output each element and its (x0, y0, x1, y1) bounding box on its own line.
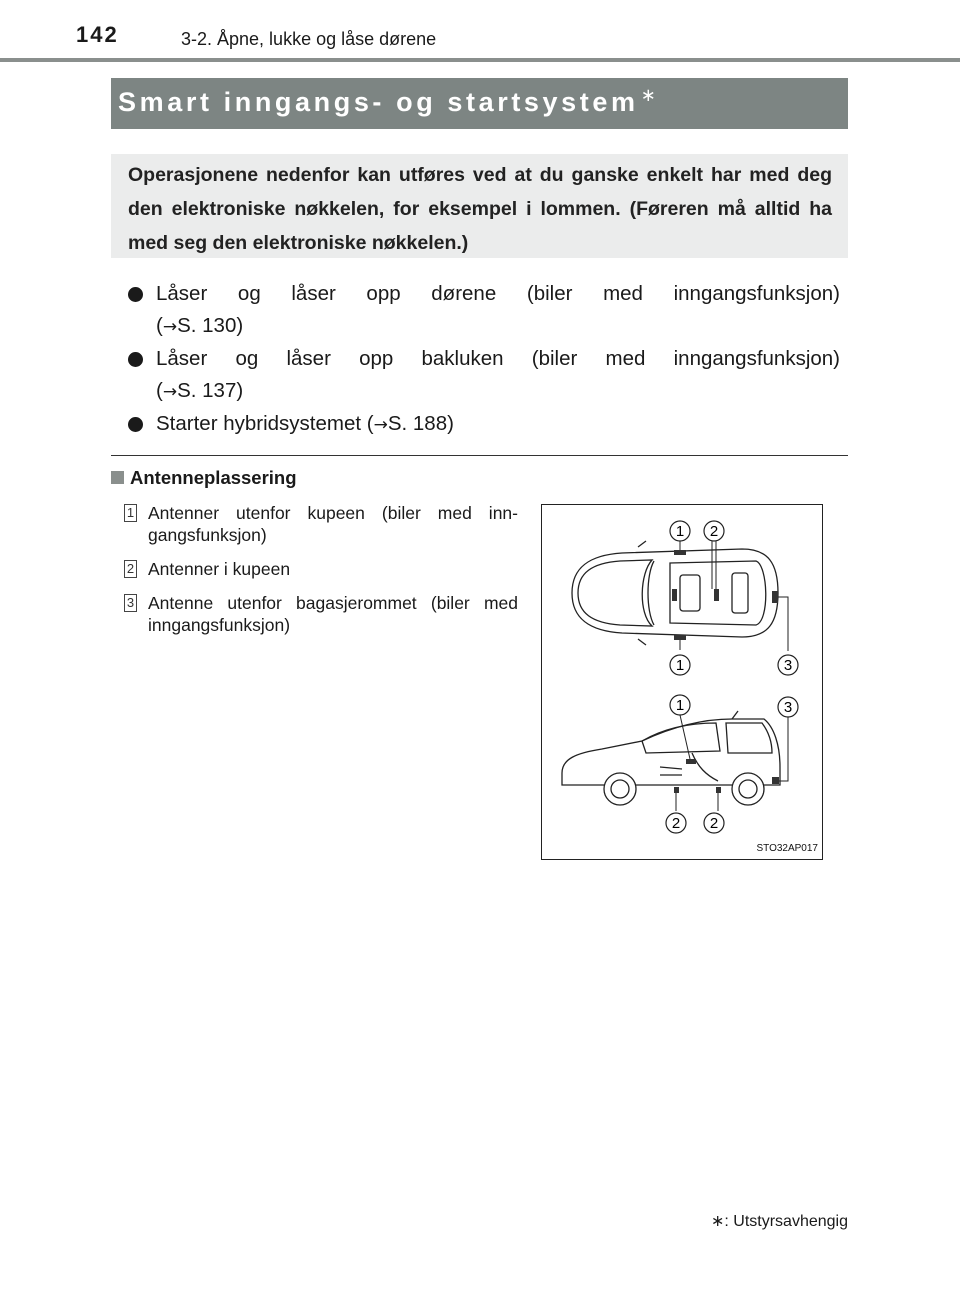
callout-number: 2 (671, 815, 681, 832)
arrow-icon: → (373, 415, 388, 435)
feature-text-main: Starter hybridsystemet ( (156, 412, 374, 435)
callout-number: 3 (783, 657, 793, 674)
antenna-item (124, 558, 518, 580)
callout-number: 3 (124, 594, 137, 612)
antenna-marker (674, 550, 686, 555)
side-mirror (638, 541, 646, 547)
rear-wheel (732, 773, 764, 805)
intro-text: Operasjonene nedenfor kan utføres ved at du ganske enkelt har med deg den elektroniske nøkkelen, for eksempel i lommen. (Føreren må alltid ha med seg den elektroniske nøkkelen.) (128, 164, 832, 254)
antenna-rod (732, 711, 738, 719)
page-number: 142 (76, 22, 119, 47)
callout-number: 2 (124, 560, 137, 578)
footnote: ∗: Utstyrsavhengig (710, 1213, 848, 1230)
callout-number: 1 (675, 657, 685, 674)
page-header (0, 0, 960, 64)
antenna-text: Antenne utenfor bagasjerommet (biler med inngangsfunksjon) (148, 593, 518, 635)
page-reference-text: S. 130 (177, 314, 237, 337)
callout-number: 2 (709, 523, 719, 540)
arrow-icon: → (162, 382, 178, 402)
feature-item-doors (128, 278, 840, 343)
paren-open: ( (156, 314, 163, 337)
antenna-item (124, 502, 518, 546)
callout-number: 1 (675, 697, 685, 714)
section-divider (111, 455, 848, 456)
paren-close: ) (236, 314, 244, 337)
feature-item-hybrid-start (128, 408, 840, 441)
page-reference-text[interactable]: S. 188 (387, 412, 448, 435)
paren-close: ) (447, 412, 454, 435)
antenna-marker (772, 591, 778, 603)
subheading (111, 467, 297, 489)
feature-text (156, 408, 840, 441)
antenna-text: Antenner i kupeen (148, 559, 291, 579)
paren-close: ) (236, 379, 244, 402)
callout-number: 3 (783, 699, 793, 716)
arrow-icon: → (162, 317, 178, 337)
feature-text: Låser og låser opp dørene (biler med inngangsfunksjon) (156, 282, 840, 305)
page-reference[interactable] (156, 310, 840, 343)
front-wheel (604, 773, 636, 805)
bullet-icon (128, 417, 143, 432)
antenna-marker (714, 589, 719, 601)
side-mirror (638, 639, 646, 645)
chapter-title: 3-2. Åpne, lukke og låse dørene (181, 29, 437, 49)
antenna-item (124, 592, 518, 636)
optional-equipment-mark: ∗ (640, 85, 660, 105)
callout-number: 1 (124, 504, 137, 522)
antenna-marker (716, 787, 721, 793)
antenna-location-figure (541, 504, 823, 860)
car-side-rear-window (726, 723, 772, 753)
antenna-list (124, 502, 518, 648)
feature-list (128, 278, 840, 441)
section-title (118, 87, 659, 118)
antenna-marker (672, 589, 677, 601)
feature-text: Låser og låser opp bakluken (biler med inngangsfunksjon) (156, 347, 840, 370)
antenna-text: Antenner utenfor kupeen (biler med inn-gangsfunksjon) (148, 503, 518, 545)
rear-seat (732, 573, 748, 613)
callout-number: 2 (709, 815, 719, 832)
paren-open: ( (156, 379, 163, 402)
front-seat (680, 575, 700, 611)
antenna-marker (674, 787, 679, 793)
page-reference[interactable] (156, 375, 840, 408)
car-illustration (542, 505, 824, 861)
intro-box (111, 154, 848, 258)
header-rule (0, 58, 960, 62)
section-title-text: Smart inngangs- og startsystem (118, 87, 639, 117)
bullet-icon (128, 287, 143, 302)
antenna-marker (772, 777, 779, 784)
car-side-window (642, 723, 720, 753)
antenna-marker (686, 759, 696, 764)
page-reference-text: S. 137 (177, 379, 237, 402)
section-banner (111, 78, 848, 129)
callout-number: 1 (675, 523, 685, 540)
bullet-icon (128, 352, 143, 367)
car-top-hood (578, 560, 652, 626)
car-top-windshield (648, 561, 654, 625)
square-bullet-icon (111, 471, 124, 484)
antenna-marker (674, 635, 686, 640)
subheading-text: Antenneplassering (130, 467, 297, 488)
feature-item-tailgate (128, 343, 840, 408)
figure-code: STO32AP017 (756, 843, 818, 854)
